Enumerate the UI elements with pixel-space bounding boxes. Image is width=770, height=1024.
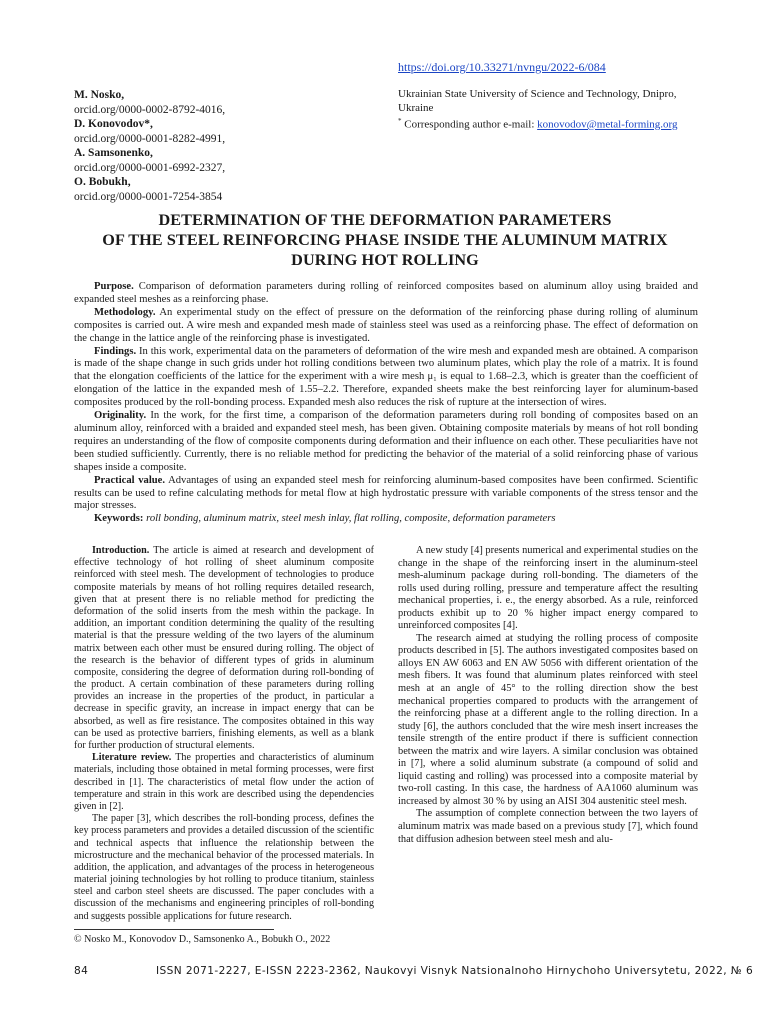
literature-text: The properties and characteristics of aluminum materials, including those obtained in metal forming processes, were first described in [1]. The characteristics of metal flow under the action of temperature and strain in this work are described using the dependencies given in [2].: [74, 752, 374, 812]
originality-text: In the work, for the first time, a comparison of the deformation parameters during roll bonding of composites based on an aluminum alloy, reinforced with a braided and expanded steel mesh, has been given. Obtaining composite materials by means of hot roll bonding requires an understanding of the flow of composite components during deformation and their influence on each other. These peculiarities have not been studied sufficiently. Currently, there is no reliable method for predicting the behavior of the material of a solid reinforcing phase of various shapes inside a composite.: [74, 410, 698, 473]
purpose-text: Comparison of deformation parameters during rolling of reinforced composites based on aluminum alloy using braided and expanded steel meshes as a reinforcing phase.: [74, 281, 698, 305]
body-paragraph: The research aimed at studying the rolling process of composite products described in [5]. The authors investigated composites based on alloys EN AW 6063 and EN AW 5056 with different orientation of the mesh fibers. It was found that aluminum plates reinforced with steel mesh at an angle of 45° to the rolling direction show the best mechanical properties compared to products with the arrangement of the reinforcing phase at a different angle to the rolling direction. In a study [6], the authors concluded that the wire mesh insert increases the tensile strength of the entire product if there is sufficient connection between the matrix and wire layers. A similar conclusion was obtained in [7], where a solid aluminum substrate (a compound of solid and liquid casting and rolling) was processed into a composite material by two-roll casting. In this case, the hardness of AA1060 aluminum was increased by almost 30 % by using an AISI 304 austenitic steel mesh.: [398, 632, 698, 807]
author-orcid: orcid.org/0000-0001-8282-4991,: [74, 132, 226, 145]
findings-text: In this work, experimental data on the parameters of deformation of the wire mesh and expanded mesh are obtained. A comparison is made of the shape change in such grids under hot rolling conditions between two aluminum plates, which play the role of a matrix. It is found that the elongation coefficients of the lattice for the experiment with a wire mesh μ₁ is equal to 1.68–2.3, which is greater than the coefficient of elongation of the lattice in the expanded mesh of 1.55–2.2. Therefore, expanded sheets make the best reinforcing layer for aluminum-based composites produced by the roll-bonding process. Expanded mesh also reduces the risk of rupture at the intersection of wires.: [74, 345, 698, 409]
corresponding-label: Corresponding author e-mail:: [401, 118, 538, 131]
intro-text: The article is aimed at research and development of effective technology of hot rolling of sheet aluminum composite reinforced with steel mesh. The development of technologies to produce composite materials by means of hot rolling requires detailed research, given that at present there is no reliable method for predicting the deformation of the solid inserts from the mesh within the package. In addition, an important condition determining the quality of the resulting material is that the pressure welding of the two layers of the aluminum matrix between each other must be ensured during rolling. The object of the research is the behavior of different types of grids in aluminum composite, considering the degree of deformation during roll-bonding of the product. A certain combination of these parameters during rolling provides an increase in the properties of the product, in particular a decrease in specific gravity, an increase in impact energy that can be absorbed, as well as fire resistance. The composites obtained in this way can be used as protective barriers, finishing elements, as well as a blank for further production of structural elements.: [74, 545, 374, 751]
practical-text: Advantages of using an expanded steel mesh for reinforcing aluminum-based composites have been confirmed. Scientific results can be used to refine calculating methods for metal flow at high hydrostatic pressure with variable components of the stress tensor and the major stresses.: [74, 474, 698, 512]
intro-label: Introduction.: [92, 545, 150, 556]
findings-label: Findings.: [94, 345, 137, 357]
abstract-originality: [74, 410, 698, 475]
author-name: O. Bobukh,: [74, 176, 131, 188]
author-name: M. Nosko,: [74, 89, 125, 101]
abstract-purpose: [74, 281, 698, 307]
title-line: DETERMINATION OF THE DEFORMATION PARAMETERS: [158, 211, 612, 229]
body-column-left: [74, 545, 374, 923]
author-name: D. Konovodov*,: [74, 118, 153, 130]
doi-anchor[interactable]: https://doi.org/10.33271/nvngu/2022-6/084: [398, 60, 606, 74]
abstract-keywords: [74, 513, 698, 526]
email-link[interactable]: konovodov@metal-forming.org: [537, 118, 678, 131]
footnote-rule: [74, 929, 274, 930]
title-line: DURING HOT ROLLING: [291, 251, 479, 269]
copyright-text: © Nosko M., Konovodov D., Samsonenko A., Bobukh O., 2022: [74, 934, 331, 945]
literature-paragraph: [74, 752, 374, 813]
body-paragraph: The assumption of complete connection between the two layers of aluminum matrix was made based on a previous study [7], which found that diffusion adhesion between steel mesh and alu-: [398, 808, 698, 845]
author-orcid: orcid.org/0000-0001-6992-2327,: [74, 161, 226, 174]
body-column-right: [398, 545, 698, 846]
body-paragraph: A new study [4] presents numerical and experimental studies on the change in the shape of the reinforcing insert in the aluminum-steel mesh-aluminum package during roll-bonding. The diameters of the rolls used during rolling, pressure and temperature affect the resulting mechanical properties, i. e., the energy absorbed. As a rule, reinforced products exhibit up to 20 % higher impact energy compared to unreinforced composites [4].: [398, 545, 698, 632]
abstract-methodology: [74, 307, 698, 346]
corresponding-author: [398, 115, 698, 132]
abstract-practical: [74, 475, 698, 514]
affiliation-institution: Ukrainian State University of Science and Technology, Dnipro, Ukraine: [398, 88, 677, 114]
purpose-label: Purpose.: [94, 281, 134, 292]
practical-label: Practical value.: [94, 474, 166, 486]
keywords-label: Keywords:: [94, 513, 144, 525]
originality-label: Originality.: [94, 410, 147, 422]
doi-link[interactable]: [398, 60, 606, 75]
journal-info: ISSN 2071-2227, E-ISSN 2223-2362, Naukovyi Visnyk Natsionalnoho Hirnychoho Universytetu, 2022, № 6: [156, 965, 754, 977]
author-list: [74, 88, 364, 204]
abstract: [74, 281, 698, 526]
affiliation: [398, 88, 698, 132]
page-number: 84: [74, 965, 89, 977]
methodology-text: An experimental study on the effect of pressure on the deformation of the reinforcing phase during rolling of aluminum composites is carried out. A wire mesh and expanded mesh made of stainless steel was used as a reinforcing phase. The effect of deformation on the change in the lattice angle of the reinforcing phase is investigated.: [74, 306, 698, 344]
abstract-findings: [74, 346, 698, 411]
methodology-label: Methodology.: [94, 306, 156, 318]
body-paragraph: The paper [3], which describes the roll-bonding process, defines the key process parameters and provides a detailed discussion of the scientific and technical aspects that influence the relationship between the microstructure and the mechanical behavior of the processed materials. In addition, the application, and advantages of the process in heterogeneous material joining technologies by hot rolling to produce titanium, stainless steel and carbon steel sheets are discussed. The paper concludes with a discussion of the mechanisms and engineering principles of roll-bonding and suggests possible applications for future research.: [74, 813, 374, 922]
article-title: [60, 210, 710, 270]
keywords-text: roll bonding, aluminum matrix, steel mesh inlay, flat rolling, composite, deformation parameters: [143, 513, 556, 525]
intro-paragraph: [74, 545, 374, 752]
literature-label: Literature review.: [92, 752, 172, 764]
copyright-notice: [74, 930, 374, 945]
author-name: A. Samsonenko,: [74, 147, 153, 159]
title-line: OF THE STEEL REINFORCING PHASE INSIDE THE ALUMINUM MATRIX: [102, 231, 668, 249]
asterisk-mark: *: [398, 117, 402, 125]
author-orcid: orcid.org/0000-0002-8792-4016,: [74, 103, 226, 116]
author-orcid: orcid.org/0000-0001-7254-3854: [74, 190, 223, 203]
